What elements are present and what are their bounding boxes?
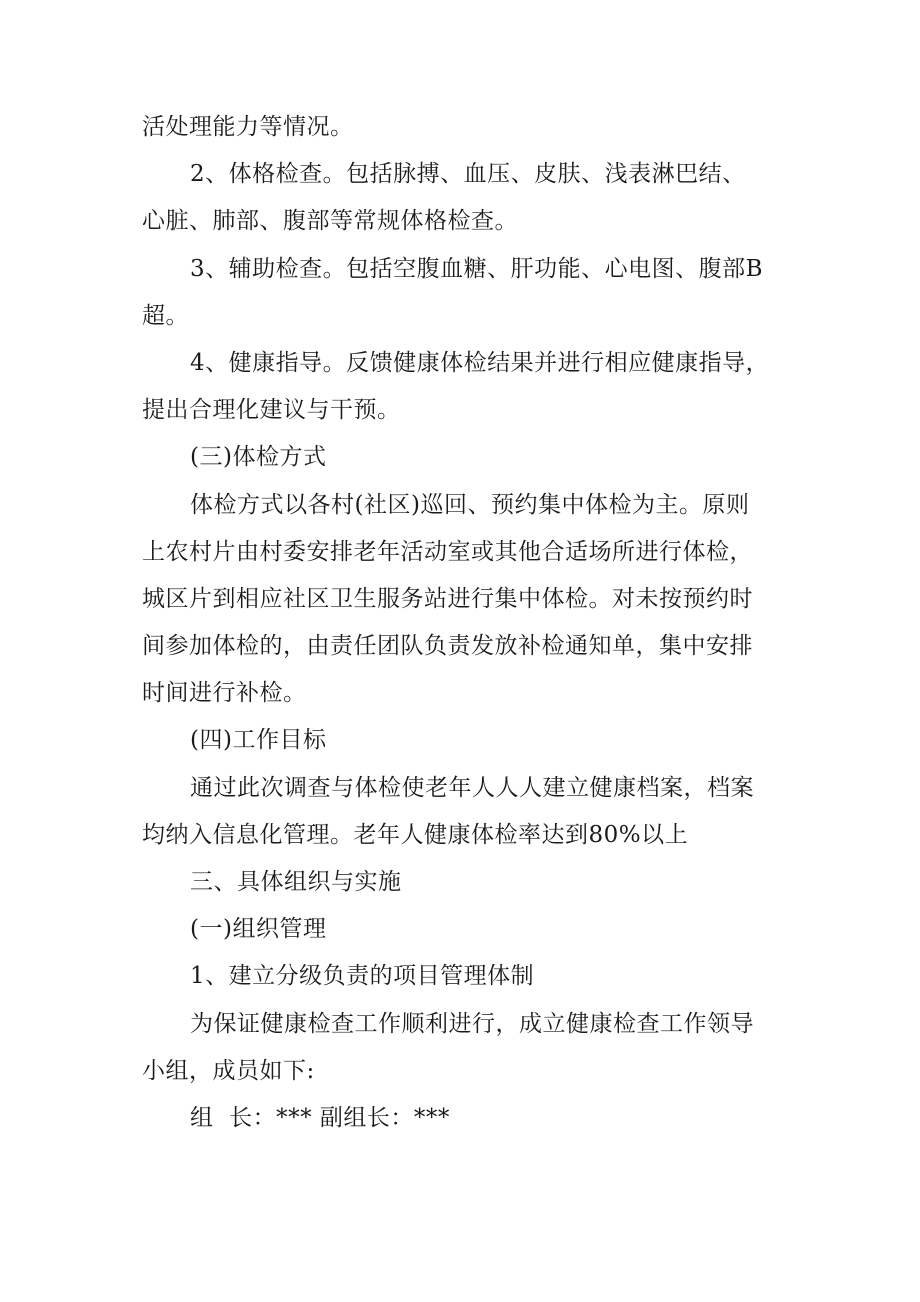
- text-line: 上农村片由村委安排老年活动室或其他合适场所进行体检，: [142, 538, 753, 565]
- text-line: 心脏、肺部、腹部等常规体格检查。: [142, 208, 518, 235]
- text-line: 时间进行补检。: [142, 680, 307, 707]
- text-line: 2、体格检查。包括脉搏、血压、皮肤、浅表淋巴结、: [190, 161, 746, 188]
- section-heading: (四)工作目标: [190, 727, 327, 754]
- text-line: 城区片到相应社区卫生服务站进行集中体检。对未按预约时: [142, 585, 753, 612]
- text-line: 4、健康指导。反馈健康体检结果并进行相应健康指导，: [190, 349, 770, 376]
- text-line: 组 长：*** 副组长：***: [190, 1104, 450, 1131]
- text-line: 活处理能力等情况。: [142, 114, 354, 140]
- text-line: 3、辅助检查。包括空腹血糖、肝功能、心电图、腹部B: [190, 255, 764, 282]
- text-line: 超。: [142, 302, 189, 329]
- text-line: 均纳入信息化管理。老年人健康体检率达到80%以上: [142, 821, 689, 848]
- text-line: 为保证健康检查工作顺利进行，成立健康检查工作领导: [190, 1010, 754, 1037]
- text-line: 小组，成员如下:: [142, 1057, 315, 1084]
- text-line: 间参加体检的，由责任团队负责发放补检通知单，集中安排: [142, 633, 753, 660]
- text-line: 体检方式以各村(社区)巡回、预约集中体检为主。原则: [190, 491, 750, 518]
- text-line: 提出合理化建议与干预。: [142, 397, 401, 424]
- document-body: [142, 104, 782, 1142]
- text-line: 1、建立分级负责的项目管理体制: [190, 963, 535, 990]
- text-line: 通过此次调查与体检使老年人人人建立健康档案，档案: [190, 774, 754, 801]
- section-heading: (一)组织管理: [190, 916, 327, 943]
- section-heading: (三)体检方式: [190, 444, 327, 471]
- section-heading: 三、具体组织与实施: [190, 869, 402, 895]
